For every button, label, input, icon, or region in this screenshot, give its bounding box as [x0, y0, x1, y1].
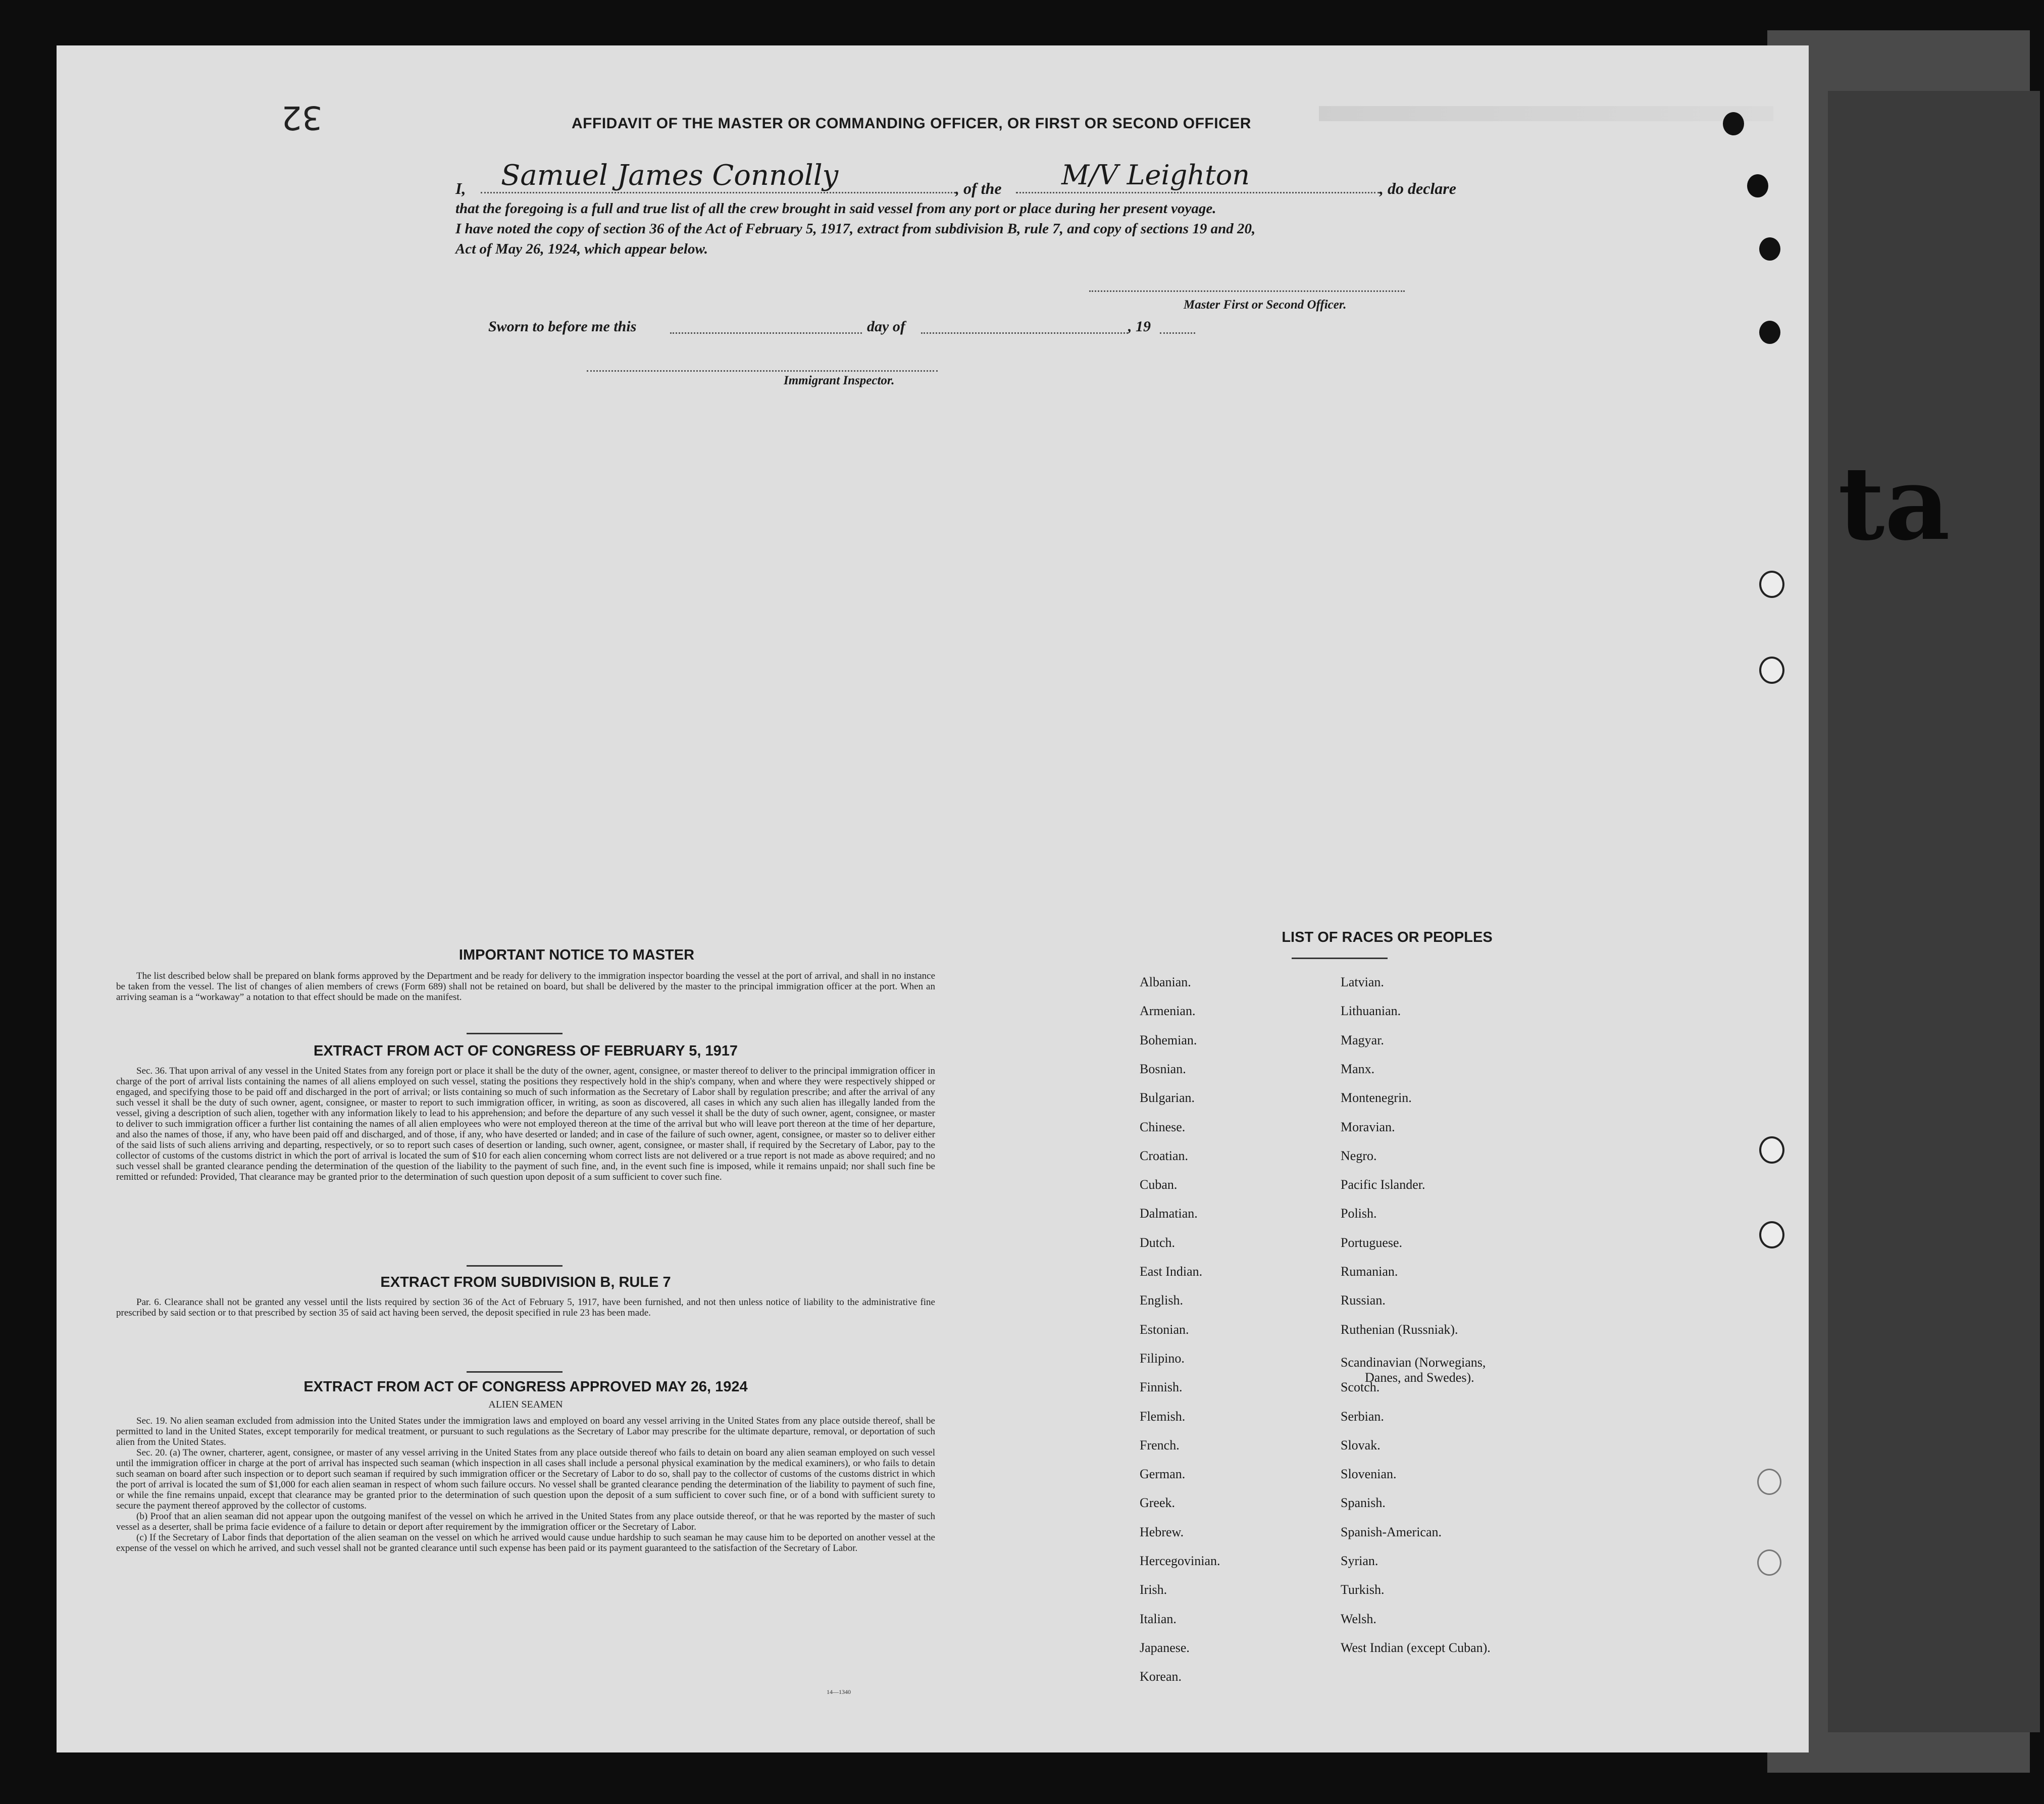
race-item: Welsh. [1341, 1611, 1376, 1626]
form-number: 14—1340 [827, 1688, 851, 1695]
race-item: Estonian. [1140, 1322, 1189, 1337]
binder-hole [1759, 1221, 1784, 1248]
race-item: Hercegovinian. [1140, 1554, 1220, 1568]
notice-title: IMPORTANT NOTICE TO MASTER [458, 947, 695, 963]
binder-hole [1723, 112, 1744, 135]
sworn-month-line [921, 332, 1128, 334]
race-item: Scotch. [1341, 1380, 1380, 1395]
sec-20c-text: (c) If the Secretary of Labor finds that deportation of the alien seaman on the vessel on which he arrived would cause undue hardship to such seaman he may cause him to be deported on another vessel at the expense of the vessel on which he arrived, and such vessel shall not be granted clearance until such expense has been paid or its payment guaranteed to the satisfaction of the Secretary of Labor. [116, 1532, 935, 1554]
master-signature-label: Master First or Second Officer. [1184, 298, 1347, 312]
master-name-line [481, 192, 955, 193]
race-item: East Indian. [1140, 1264, 1203, 1279]
vessel-name: M/V Leighton [1061, 159, 1250, 191]
race-item: Rumanian. [1341, 1264, 1398, 1279]
underlying-sheet-shadow [1828, 91, 2040, 1732]
sworn-text: Sworn to before me this [488, 318, 637, 335]
race-item: Chinese. [1140, 1119, 1186, 1134]
binder-hole [1759, 237, 1780, 261]
binder-hole [1757, 1549, 1781, 1576]
sec-20a-text: Sec. 20. (a) The owner, charterer, agent, consignee, or master of any vessel arriving in the United States from any place outside thereof who fails to detain on board any alien seaman employed on such vessel until the immigration officer in charge at the port of arrival has inspected such seaman (which inspection in all cases shall include a personal physical examination by the medical examiners), or who fails to detain such seaman on board after such inspection or to deport such seaman if required by such immigration officer or the Secretary of Labor to do so, shall pay to the collector of customs of the customs district in which the port of arrival is located the sum of $1,000 for each alien seaman in respect of whom such failure occurs. No vessel shall be granted clearance pending the determination of the liability to payment of such fine, or while the fine remains unpaid, except that clearance may be granted prior to the determination of such question upon the deposit of a sum sufficient to cover such fine, or of a bond with sufficient surety to secure the payment thereof approved by the collector of customs. [116, 1447, 935, 1511]
sworn-day-line [670, 332, 862, 334]
race-item: Ruthenian (Russniak). [1341, 1322, 1458, 1337]
binder-hole [1759, 321, 1780, 344]
extract-1917-text: Sec. 36. That upon arrival of any vessel in the United States from any foreign port or place it shall be the duty of the owner, agent, consignee, or master thereof to deliver to the principal immigration officer in charge of the port of arrival lists containing the names of all aliens employed on such vessel, stating the positions they respectively hold in the ship's company, when and where they were respectively shipped or engaged, and specifying those to be paid off and discharged in the port of arrival; or lists containing so much of such information as the Secretary of Labor shall by regulation prescribe; and after the arrival of any such vessel it shall be the duty of such owner, agent, consignee, or master to report to such immigration officer, in writing, as soon as discovered, all cases in which any such alien has illegally landed from the vessel, giving a description of such alien, together with any information likely to lead to his apprehension; and before the departure of any such vessel it shall be the duty of such owner, agent, consignee, or master to deliver to such immigration officer a further list containing the names of all alien employees who were not employed thereon at the time of the arrival but who will leave port thereon at the time of her departure, and also the names of those, if any, who have been paid off and discharged, and of those, if any, who have deserted or landed; and in case of the failure of such owner, agent, consignee, or master so to deliver either of the said lists of such aliens arriving and departing, respectively, or so to report such cases of desertion or landing, such owner, agent, consignee, or master shall, if required by the Secretary of Labor, pay to the collector of customs of the customs district in which the port of arrival is located the sum of $10 for each alien concerning whom correct lists are not delivered or a true report is not made as above required; and no such vessel shall be granted clearance pending the determination of the question of the liability to the payment of such fine, and, in the event such fine is imposed, while it remains unpaid; nor shall such fine be remitted or refunded: Provided, That clearance may be granted prior to the determination of such question upon deposit of a sum sufficient to cover such fine. [116, 1066, 935, 1182]
race-item: Italian. [1140, 1611, 1177, 1626]
race-item: Dalmatian. [1140, 1206, 1198, 1221]
race-item: Portuguese. [1341, 1235, 1403, 1250]
race-item: Spanish. [1341, 1495, 1386, 1511]
alien-seamen-subtitle: ALIEN SEAMEN [488, 1399, 563, 1410]
races-title-divider [1292, 958, 1388, 959]
of-the-text: , of the [955, 179, 1002, 197]
affidavit-line-2: that the foregoing is a full and true list of all the crew brought in said vessel from any port or place during her present voyage. [455, 201, 1216, 217]
race-item: Greek. [1140, 1495, 1176, 1511]
race-item: Japanese. [1140, 1640, 1190, 1655]
race-item: Bosnian. [1140, 1061, 1186, 1076]
race-item: Montenegrin. [1341, 1090, 1412, 1106]
page-number: 32 [281, 98, 323, 136]
divider-1 [467, 1033, 563, 1034]
sec-19-text: Sec. 19. No alien seaman excluded from admission into the United States under the immigration laws and employed on board any vessel arriving in the United States from any place outside thereof, shall be permitted to land in the United States, except temporarily for medical treatment, or pursuant to such regulations as the Secretary of Labor may prescribe for the ultimate departure, removal, or deportation of such alien from the United States. [116, 1416, 935, 1447]
extract-rule7-title: EXTRACT FROM SUBDIVISION B, RULE 7 [380, 1274, 671, 1290]
race-item: Spanish-American. [1341, 1524, 1442, 1539]
affidavit-line-3: I have noted the copy of section 36 of the Act of February 5, 1917, extract from subdivision B, rule 7, and copy of sections 19 and 20, [455, 221, 1256, 237]
race-item: Magyar. [1341, 1032, 1384, 1047]
race-item: Armenian. [1140, 1004, 1196, 1019]
extract-1924-body [116, 1416, 935, 1554]
year-text: , 19 [1128, 318, 1151, 335]
race-item: Negro. [1341, 1148, 1377, 1163]
affidavit-title: AFFIDAVIT OF THE MASTER OR COMMANDING OFFICER, OR FIRST OR SECOND OFFICER [572, 115, 1251, 132]
race-item: Lithuanian. [1341, 1004, 1401, 1019]
race-item: Slovak. [1341, 1437, 1381, 1452]
affidavit-line-4: Act of May 26, 1924, which appear below. [455, 241, 708, 257]
race-item: German. [1140, 1467, 1186, 1482]
divider-2 [467, 1265, 563, 1267]
race-item: Polish. [1341, 1206, 1377, 1221]
binder-hole [1759, 657, 1784, 684]
inspector-signature-line [587, 370, 938, 372]
race-item: Moravian. [1341, 1119, 1395, 1134]
race-item: Dutch. [1140, 1235, 1176, 1250]
binder-hole [1759, 1136, 1784, 1164]
race-item: Cuban. [1140, 1177, 1178, 1192]
race-item: Scandinavian (Norwegians, [1341, 1355, 1486, 1370]
binder-hole [1747, 174, 1768, 197]
race-item: West Indian (except Cuban). [1341, 1640, 1491, 1655]
do-declare-text: , do declare [1379, 179, 1456, 197]
race-item: Bulgarian. [1140, 1090, 1195, 1106]
extract-1917-title: EXTRACT FROM ACT OF CONGRESS OF FEBRUARY 5, 1917 [313, 1043, 738, 1059]
race-item: Turkish. [1341, 1582, 1385, 1597]
race-item: Bohemian. [1140, 1032, 1197, 1047]
race-item: Irish. [1140, 1582, 1167, 1597]
extract-rule7-text: Par. 6. Clearance shall not be granted any vessel until the lists required by section 36 of the Act of February 5, 1917, have been furnished, and not then unless notice of liability to the administrative fine prescribed by said section or to that prescribed by section 35 of said act having been served, the deposit specified in rule 23 has been made. [116, 1297, 935, 1318]
inspector-label: Immigrant Inspector. [784, 374, 895, 387]
notice-text: The list described below shall be prepared on blank forms approved by the Department and be ready for delivery to the immigration inspector boarding the vessel at the port of arrival, and shall in no instance be taken from the vessel. The list of changes of alien members of crews (Form 689) shall not be retained on board, but shall be delivered by the master to the principal immigration officer at the port. When an arriving seaman is a “workaway” a notation to that effect should be made on the manifest. [116, 971, 935, 1003]
extract-1924-title: EXTRACT FROM ACT OF CONGRESS APPROVED MAY 26, 1924 [303, 1379, 748, 1395]
day-of-text: day of [867, 318, 905, 335]
race-item: Russian. [1341, 1293, 1386, 1308]
races-title: LIST OF RACES OR PEOPLES [1282, 929, 1493, 945]
race-item: Slovenian. [1341, 1467, 1397, 1482]
sworn-year-line [1160, 332, 1195, 334]
binder-hole [1757, 1469, 1781, 1495]
race-item: Syrian. [1341, 1554, 1378, 1568]
affidavit-intro: I, [455, 179, 466, 197]
race-item: Albanian. [1140, 975, 1191, 989]
race-item: Manx. [1341, 1061, 1375, 1076]
master-signature-line [1089, 290, 1405, 292]
race-item: Serbian. [1341, 1409, 1384, 1424]
race-item: Hebrew. [1140, 1524, 1184, 1539]
divider-3 [467, 1371, 563, 1373]
race-item: Danes, and Swedes). [1365, 1370, 1474, 1385]
bleed-through-text [1319, 106, 1773, 121]
race-item: Finnish. [1140, 1380, 1183, 1395]
race-item: Pacific Islander. [1341, 1177, 1425, 1192]
race-item: Filipino. [1140, 1350, 1185, 1366]
race-item: Latvian. [1341, 975, 1384, 989]
binder-hole [1759, 571, 1784, 598]
margin-handwriting: ta [1838, 444, 1950, 563]
master-name: Samuel James Connolly [501, 159, 839, 192]
race-item: Korean. [1140, 1669, 1182, 1684]
race-item: Flemish. [1140, 1409, 1186, 1424]
race-item: English. [1140, 1293, 1183, 1308]
vessel-name-line [1016, 192, 1379, 193]
race-item: Croatian. [1140, 1148, 1189, 1163]
sec-20b-text: (b) Proof that an alien seaman did not appear upon the outgoing manifest of the vessel on which he arrived in the United States from any place outside thereof, or that he was reported by the master of such vessel as a deserter, shall be prima facie evidence of a failure to detain or deport after requirement by the immigration officer or the Secretary of Labor. [116, 1511, 935, 1532]
race-item: French. [1140, 1437, 1180, 1452]
manifest-page [57, 45, 1809, 1752]
